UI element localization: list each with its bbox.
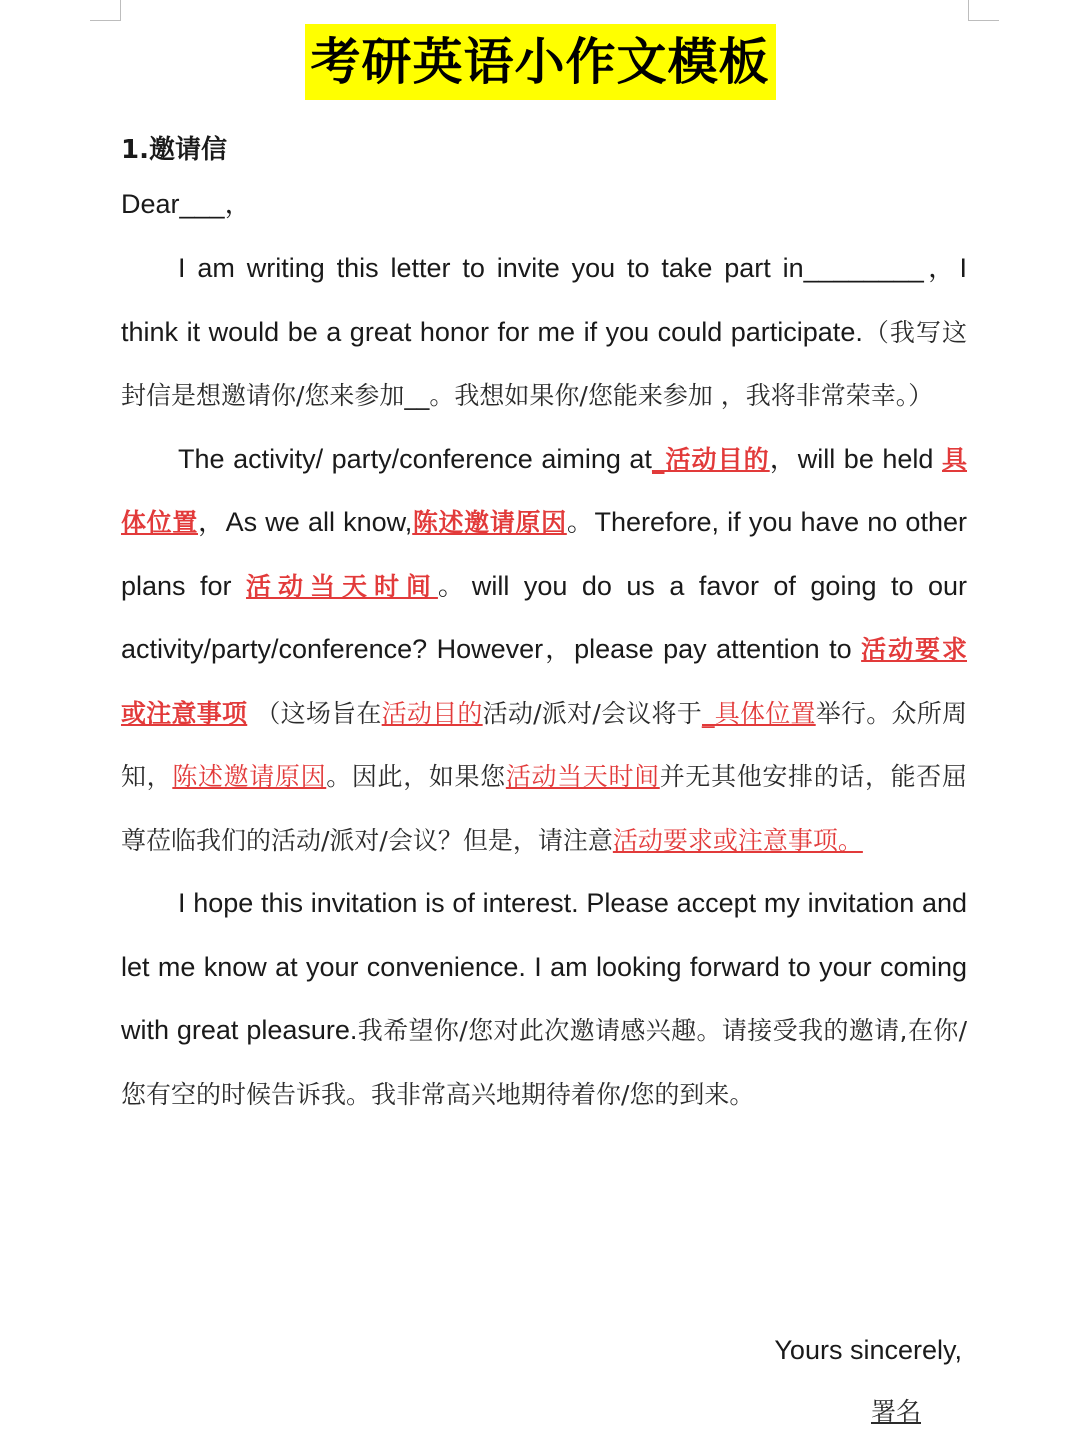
blank-reason: 陈述邀请原因 bbox=[412, 508, 567, 537]
paragraph-3 bbox=[121, 872, 967, 1126]
zh-blank-requirements: 活动要求或注意事项。 bbox=[612, 825, 863, 855]
blank-date: 活动当天时间 bbox=[246, 571, 438, 601]
paragraph-1-chinese: （我写这封信是想邀请你/您来参加__。我想如果你/您能来参加 ，我将非常荣幸。） bbox=[121, 317, 967, 410]
blank-requirements: 活动要求或注意事项 bbox=[121, 635, 967, 728]
zh-blank-purpose: 活动目的 bbox=[381, 698, 483, 728]
page-title: 考研英语小作文模板 bbox=[305, 24, 776, 100]
p2-text-1: The activity/ party/conference aiming at bbox=[178, 443, 652, 474]
paragraph-3-english: I hope this invitation is of interest. Please accept my invitation and let me know at your convenience. I am looking forward to your coming with great pleasure. bbox=[121, 888, 967, 1045]
page-corner-mark-left bbox=[90, 0, 121, 21]
paragraph-2 bbox=[121, 428, 967, 873]
p2-text-2: ，will be held bbox=[769, 443, 942, 474]
p2-text-3: ，As we all know, bbox=[197, 507, 413, 537]
p2-zh-5: 并无其他安排的话，能否屈尊莅临我们的活动/派对/会议？但是，请注意 bbox=[121, 762, 967, 855]
signature-line: 署名 bbox=[870, 1397, 921, 1426]
paragraph-1 bbox=[121, 237, 967, 428]
blank-location: 具体位置 bbox=[121, 444, 968, 537]
p2-text-4: 。Therefore, if you have no other plans for bbox=[121, 507, 967, 601]
p2-zh-4: 。因此，如果您 bbox=[326, 762, 506, 791]
greeting-line: Dear___， bbox=[121, 189, 252, 219]
zh-blank-date: 活动当天时间 bbox=[505, 762, 660, 791]
p2-zh-2: 活动/派对/会议将于 bbox=[482, 698, 702, 728]
zh-blank-reason: 陈述邀请原因 bbox=[172, 762, 327, 791]
closing-line: Yours sincerely, bbox=[774, 1335, 962, 1365]
zh-blank-location: _具体位置 bbox=[701, 698, 816, 728]
paragraph-3-chinese: 我希望你/您对此次邀请感兴趣。请接受我的邀请,在你/您有空的时候告诉我。我非常高兴地期待着你/您的到来。 bbox=[121, 1016, 967, 1109]
p2-zh-1: （这场旨在 bbox=[247, 698, 382, 728]
paragraph-1-english: I am writing this letter to invite you to take part in________，I think it would be a great honor for me if you could participate. bbox=[121, 253, 967, 347]
letter-body bbox=[121, 237, 967, 1126]
blank-purpose: _活动目的 bbox=[651, 444, 770, 474]
title-block bbox=[0, 24, 1080, 100]
page-corner-mark-right bbox=[968, 0, 999, 21]
section-heading: 1.邀请信 bbox=[121, 135, 227, 165]
p2-zh-3: 举行。众所周知， bbox=[121, 698, 967, 791]
p2-text-5: 。will you do us a favor of going to our activity/party/conference? However，please pay attention to bbox=[121, 570, 967, 664]
